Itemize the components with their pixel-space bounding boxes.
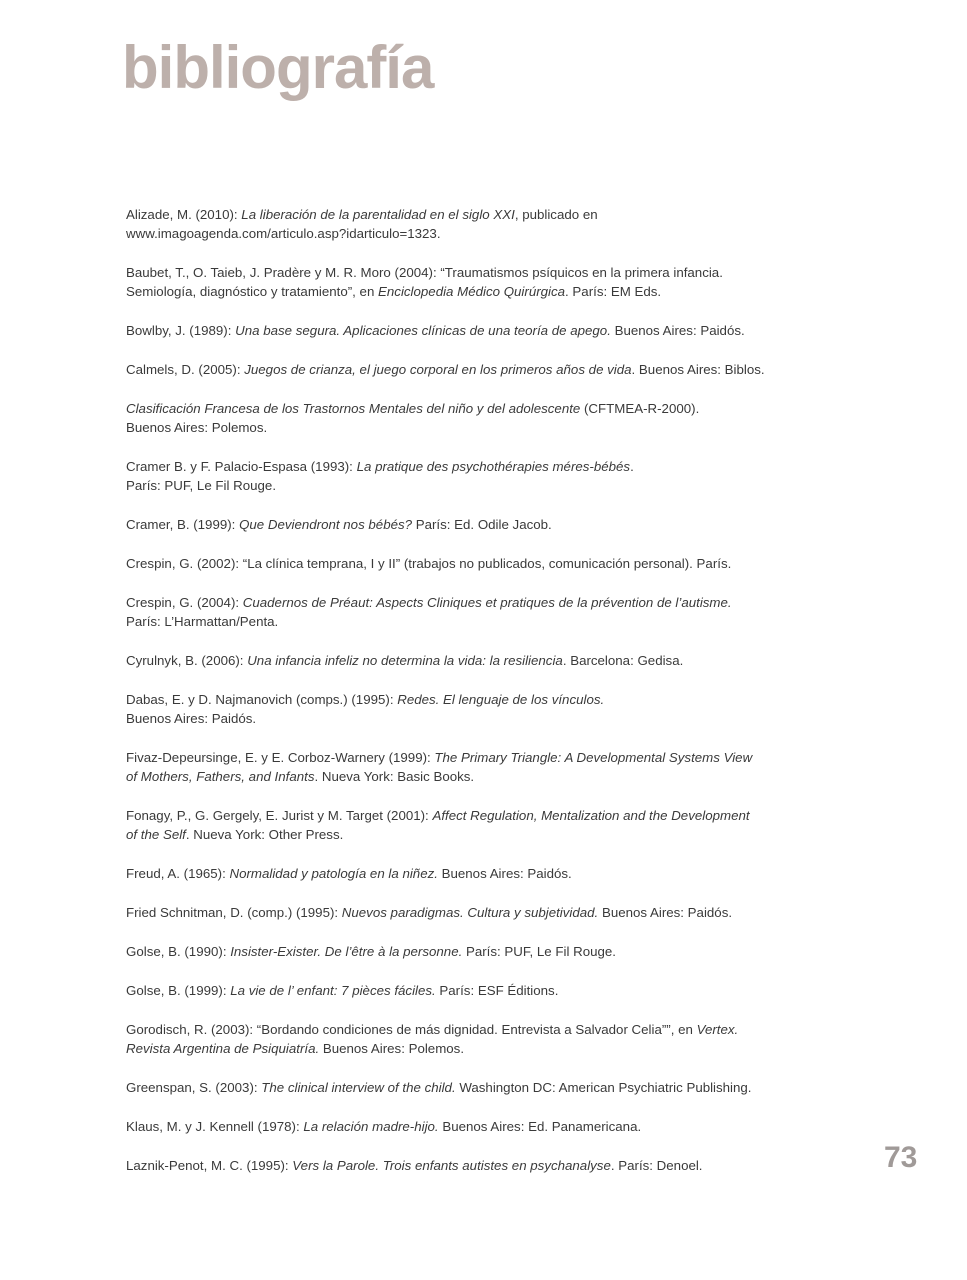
bibliography-entry xyxy=(126,205,816,243)
bibliography-entry xyxy=(126,515,816,534)
entry-text: Buenos Aires: Paidós. xyxy=(437,866,572,881)
entry-title-text: La vie de l’ enfant: 7 pièces fáciles. xyxy=(230,983,436,998)
bibliography-entry xyxy=(126,1156,816,1175)
entry-title-text: Cuadernos de Préaut: Aspects Cliniques et pratiques de la prévention de l’autisme. xyxy=(242,595,732,610)
entry-text: Calmels, D. (2005): xyxy=(126,362,245,377)
entry-title-text: Una infancia infeliz no determina la vida: la resiliencia xyxy=(247,653,563,668)
entry-text: Fonagy, P., G. Gergely, E. Jurist y M. Target (2001): xyxy=(126,808,433,823)
bibliography-entry xyxy=(126,748,816,786)
entry-title-text: Clasificación Francesa de los Trastornos Mentales del niño y del adolescente xyxy=(126,401,581,416)
bibliography-entry xyxy=(126,1117,816,1136)
entry-text: París: Ed. Odile Jacob. xyxy=(412,517,552,532)
entry-text: . París: Denoel. xyxy=(610,1158,703,1173)
entry-text: Buenos Aires: Polemos. xyxy=(319,1041,465,1056)
entry-text: . Nueva York: Basic Books. xyxy=(314,769,475,784)
entry-text: Fried Schnitman, D. (comp.) (1995): xyxy=(126,905,342,920)
entry-text: Gorodisch, R. (2003): “Bordando condiciones de más dignidad. Entrevista a Salvador Celia””, en xyxy=(126,1022,697,1037)
entry-text: Fivaz-Depeursinge, E. y E. Corboz-Warnery (1999): xyxy=(126,750,435,765)
entry-text: . Buenos Aires: Biblos. xyxy=(631,362,765,377)
entry-text: . Barcelona: Gedisa. xyxy=(562,653,684,668)
entry-title-text: Affect Regulation, Mentalization and the Development xyxy=(432,808,750,823)
entry-text: Dabas, E. y D. Najmanovich (comps.) (1995): xyxy=(126,692,398,707)
bibliography-entry xyxy=(126,903,816,922)
entry-text: www.imagoagenda.com/articulo.asp?idarticulo=1323. xyxy=(126,226,441,241)
entry-text: Greenspan, S. (2003): xyxy=(126,1080,262,1095)
entry-text: Klaus, M. y J. Kennell (1978): xyxy=(126,1119,304,1134)
bibliography-entry xyxy=(126,690,816,728)
entry-title-text: The Primary Triangle: A Developmental Systems View xyxy=(434,750,753,765)
entry-text: Buenos Aires: Paidós. xyxy=(610,323,745,338)
entry-text: Baubet, T., O. Taieb, J. Pradère y M. R. Moro (2004): “Traumatismos psíquicos en la primera infancia. xyxy=(126,265,723,280)
entry-title-text: Juegos de crianza, el juego corporal en los primeros años de vida xyxy=(244,362,632,377)
bibliography-entry xyxy=(126,321,816,340)
bibliography-entry xyxy=(126,554,816,573)
entry-title-text: Redes. El lenguaje de los vínculos. xyxy=(397,692,605,707)
bibliography-entry xyxy=(126,1078,816,1097)
entry-text: París: PUF, Le Fil Rouge. xyxy=(462,944,616,959)
entry-text: Buenos Aires: Ed. Panamericana. xyxy=(438,1119,642,1134)
entry-text: Semiología, diagnóstico y tratamiento”, en xyxy=(126,284,379,299)
entry-text: Laznik-Penot, M. C. (1995): xyxy=(126,1158,293,1173)
entry-text: Golse, B. (1990): xyxy=(126,944,231,959)
entry-text: Alizade, M. (2010): xyxy=(126,207,242,222)
bibliography-entry xyxy=(126,593,816,631)
entry-title-text: Vertex. xyxy=(696,1022,739,1037)
entry-title-text: La pratique des psychothérapies méres-bébés xyxy=(356,459,631,474)
entry-text: París: ESF Éditions. xyxy=(435,983,559,998)
entry-text: París: PUF, Le Fil Rouge. xyxy=(126,478,277,493)
entry-title-text: of Mothers, Fathers, and Infants xyxy=(126,769,315,784)
bibliography-entry xyxy=(126,399,816,437)
bibliography-entry xyxy=(126,263,816,301)
entry-text: . xyxy=(630,459,634,474)
entry-text: . París: EM Eds. xyxy=(565,284,662,299)
entry-title-text: Nuevos paradigmas. Cultura y subjetividad. xyxy=(341,905,599,920)
bibliography-entry xyxy=(126,981,816,1000)
bibliography-entry xyxy=(126,360,816,379)
entry-text: Buenos Aires: Polemos. xyxy=(126,420,268,435)
entry-text: . Nueva York: Other Press. xyxy=(185,827,344,842)
bibliography-list xyxy=(126,205,816,1195)
page-number: 73 xyxy=(884,1141,918,1174)
entry-title-text: of the Self xyxy=(126,827,186,842)
entry-title-text: Que Deviendront nos bébés? xyxy=(239,517,413,532)
entry-text: Washington DC: American Psychiatric Publishing. xyxy=(455,1080,752,1095)
entry-title-text: Vers la Parole. Trois enfants autistes en psychanalyse xyxy=(292,1158,611,1173)
entry-title-text: Una base segura. Aplicaciones clínicas de una teoría de apego. xyxy=(235,323,611,338)
entry-text: Cramer, B. (1999): xyxy=(126,517,240,532)
bibliography-entry xyxy=(126,864,816,883)
page-title: bibliografía xyxy=(122,34,434,101)
entry-text: Crespin, G. (2002): “La clínica temprana, I y II” (trabajos no publicados, comunicación personal). París. xyxy=(126,556,732,571)
entry-text: Buenos Aires: Paidós. xyxy=(598,905,733,920)
entry-title-text: Enciclopedia Médico Quirúrgica xyxy=(378,284,566,299)
entry-title-text: Insister-Exister. De l’être à la personne. xyxy=(230,944,463,959)
entry-title-text: Normalidad y patología en la niñez. xyxy=(229,866,438,881)
bibliography-entry xyxy=(126,806,816,844)
entry-title-text: Revista Argentina de Psiquiatría. xyxy=(126,1041,320,1056)
entry-text: Cyrulnyk, B. (2006): xyxy=(126,653,248,668)
entry-text: (CFTMEA-R-2000). xyxy=(580,401,700,416)
bibliography-entry xyxy=(126,942,816,961)
bibliography-entry xyxy=(126,457,816,495)
bibliography-entry xyxy=(126,651,816,670)
entry-text: Buenos Aires: Paidós. xyxy=(126,711,257,726)
entry-title-text: La liberación de la parentalidad en el siglo XXI xyxy=(241,207,515,222)
entry-title-text: The clinical interview of the child. xyxy=(261,1080,456,1095)
entry-text: Cramer B. y F. Palacio-Espasa (1993): xyxy=(126,459,357,474)
entry-text: Golse, B. (1999): xyxy=(126,983,231,998)
bibliography-entry xyxy=(126,1020,816,1058)
entry-text: Crespin, G. (2004): xyxy=(126,595,243,610)
entry-text: Freud, A. (1965): xyxy=(126,866,230,881)
entry-text: , publicado en xyxy=(514,207,598,222)
entry-text: Bowlby, J. (1989): xyxy=(126,323,236,338)
entry-title-text: La relación madre-hijo. xyxy=(303,1119,439,1134)
entry-text: París: L’Harmattan/Penta. xyxy=(126,614,279,629)
